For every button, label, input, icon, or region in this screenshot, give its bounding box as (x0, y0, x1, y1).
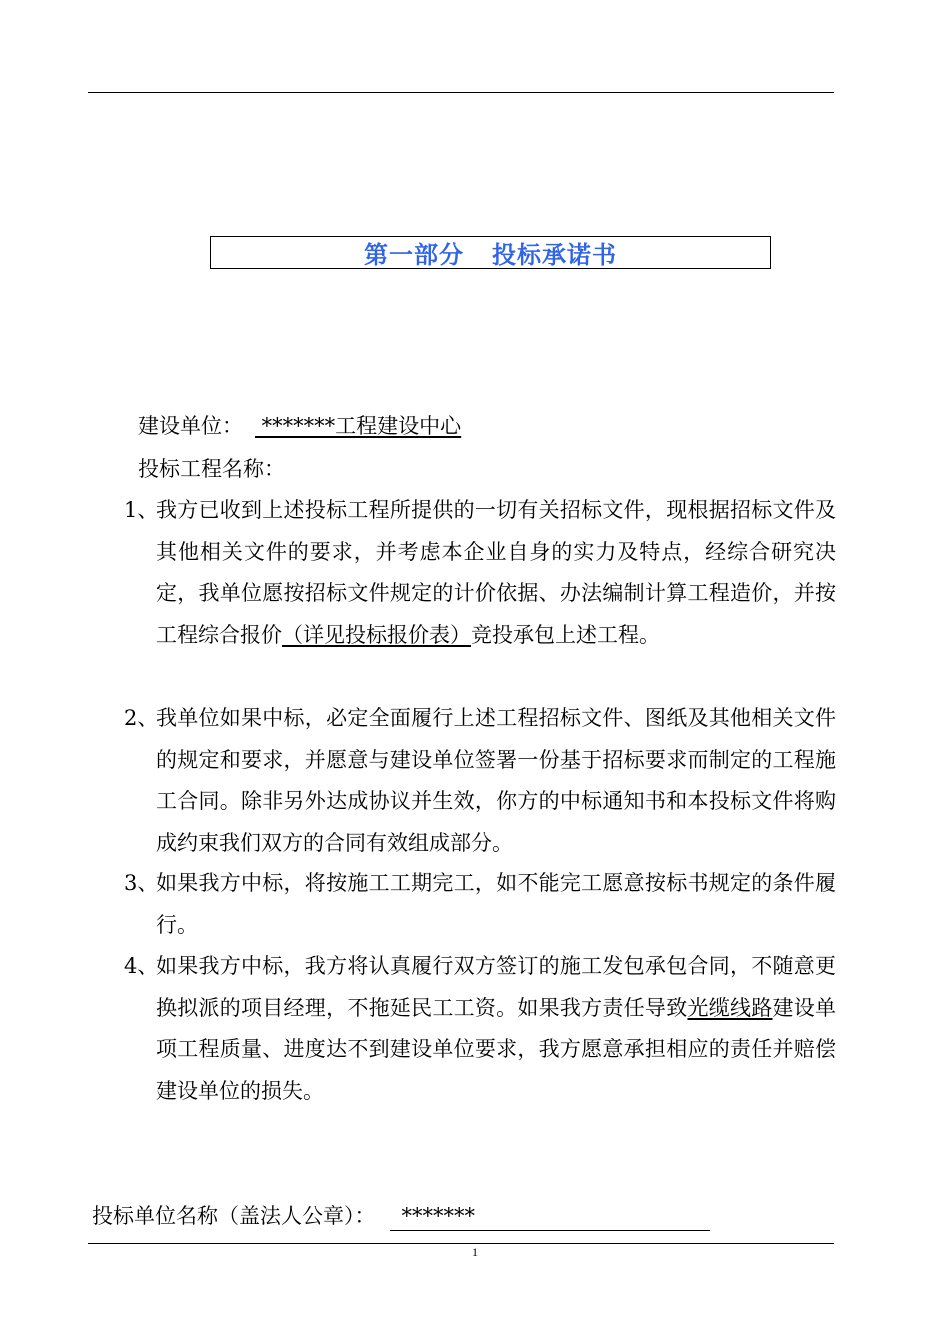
item-text (124, 698, 836, 864)
list-item (124, 946, 836, 1112)
bidder-value: ******* (401, 1204, 475, 1228)
item-number: 1、 (124, 498, 159, 522)
item-text (124, 863, 836, 946)
item-number: 4、 (124, 954, 159, 978)
bidder-line (92, 1202, 710, 1231)
item-text-segment: 竞投承包上述工程。 (471, 622, 660, 647)
builder-line (138, 412, 461, 440)
list-item (124, 490, 836, 656)
item-text-segment: 我方已收到上述投标工程所提供的一切有关招标文件，现根据招标文件及其他相关文件的要求，并考虑本企业自身的实力及特点，经综合研究决定，我单位愿按招标文件规定的计价依据、办法编制计算工程造价，并按工程综合报价 (156, 498, 836, 647)
item-number: 2、 (124, 706, 159, 730)
title-box (210, 236, 771, 269)
item-text-segment: 建设单项工程质量、进度达不到建设单位要求，我方愿意承担相应的责任并赔偿建设单位的损失。 (156, 995, 837, 1103)
bidder-field (390, 1202, 710, 1231)
bidder-label: 投标单位名称（盖法人公章）： (92, 1204, 376, 1228)
list-item (124, 698, 836, 864)
item-text (124, 946, 836, 1112)
project-name-label: 投标工程名称： (138, 457, 285, 481)
page-number: 1 (472, 1245, 478, 1259)
header-rule (88, 92, 834, 93)
item-text-segment: 我单位如果中标，必定全面履行上述工程招标文件、图纸及其他相关文件的规定和要求，并愿意与建设单位签署一份基于招标要求而制定的工程施工合同。除非另外达成协议并生效，你方的中标通知书和本投标文件将购成约束我们双方的合同有效组成部分。 (156, 706, 836, 855)
builder-label: 建设单位： (138, 414, 243, 438)
item-text-underlined: 光缆线路 (687, 995, 773, 1020)
builder-value: *******工程建设中心 (255, 414, 462, 438)
project-name-line (138, 455, 285, 483)
item-text-underlined: （详见投标报价表） (282, 622, 471, 647)
item-text-segment: 如果我方中标，将按施工工期完工，如不能完工愿意按标书规定的条件履行。 (156, 871, 836, 937)
item-text-segment: 如果我方中标，我方将认真履行双方签订的施工发包承包合同，不随意更换拟派的项目经理，不拖延民工工资。如果我方责任导致 (156, 954, 836, 1020)
list-item (124, 863, 836, 946)
item-text (124, 490, 836, 656)
item-number: 3、 (124, 871, 159, 895)
footer-rule (88, 1243, 834, 1244)
page-title: 第一部分 投标承诺书 (363, 241, 618, 269)
